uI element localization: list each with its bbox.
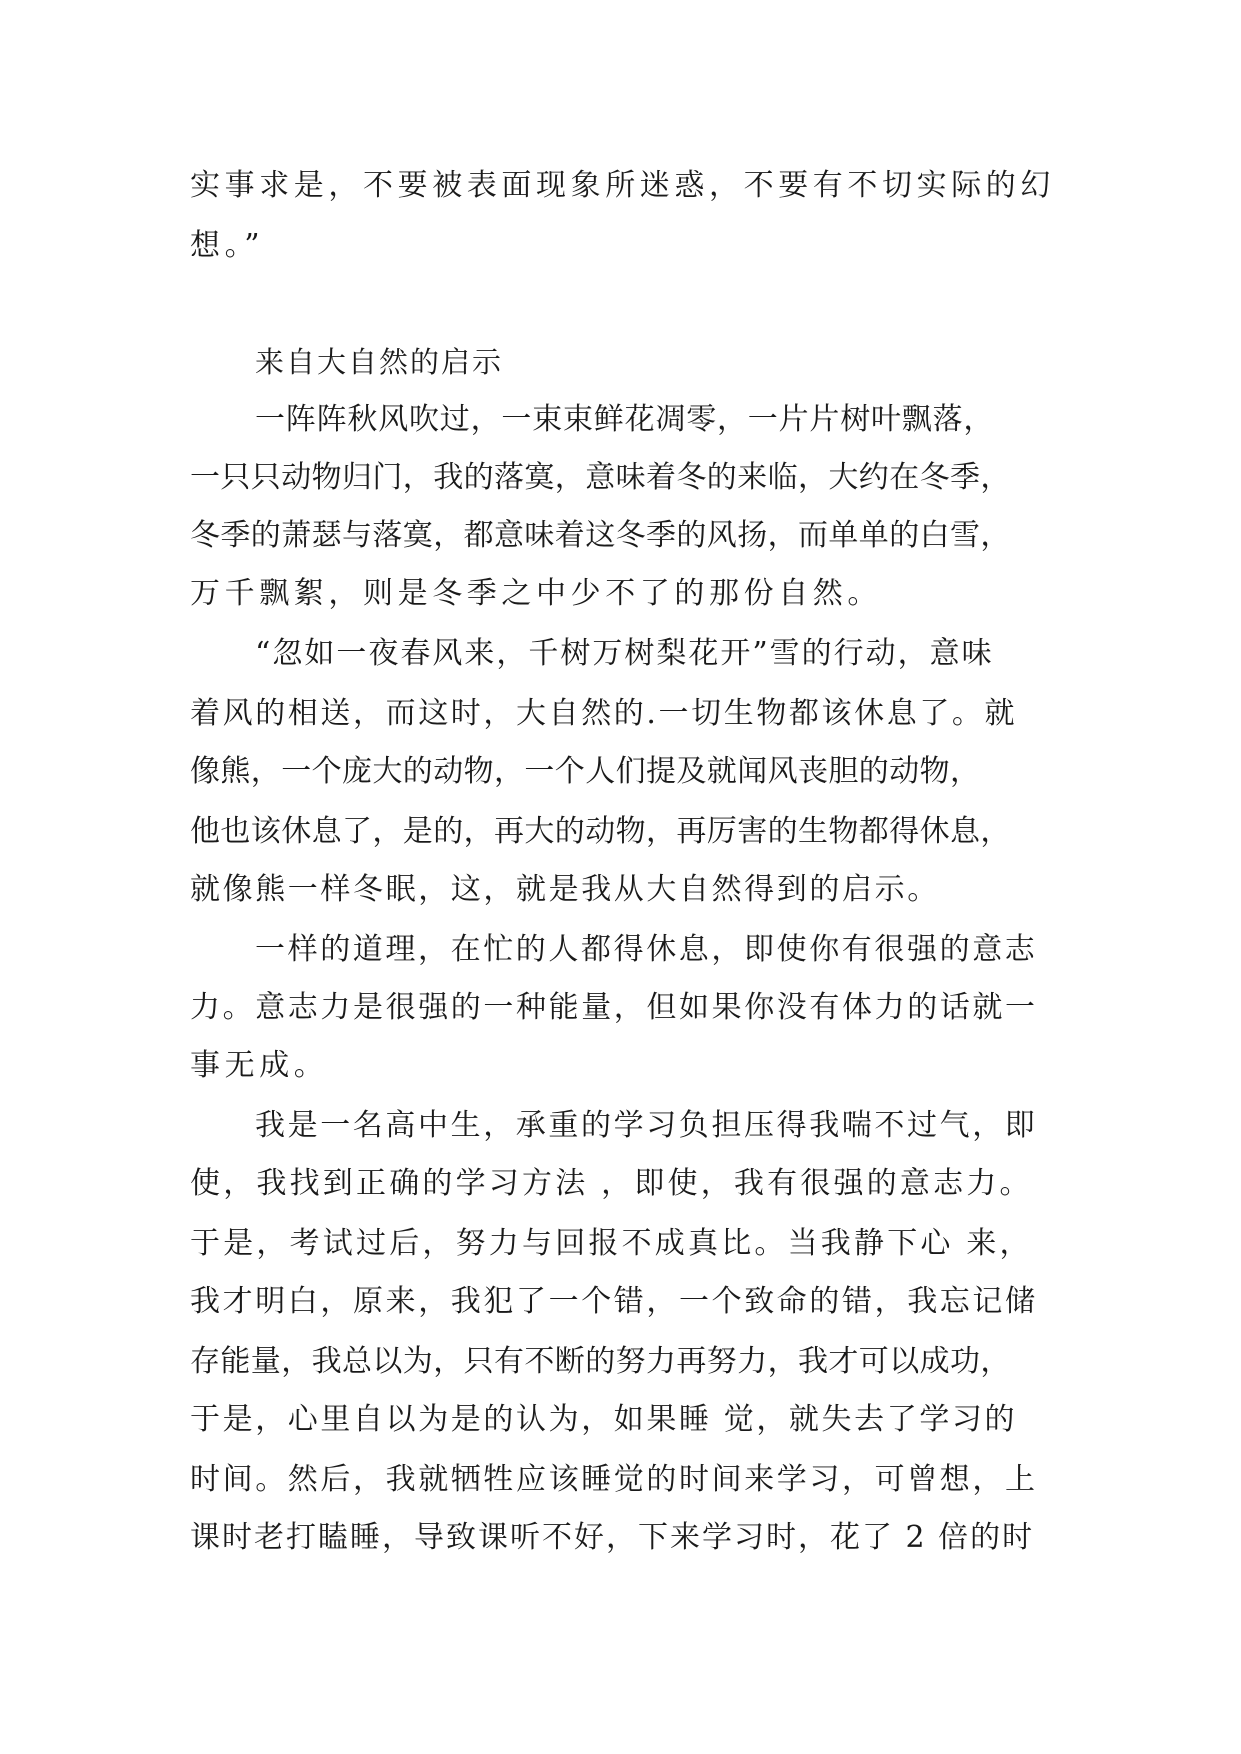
text-line: 事无成。 (190, 1048, 329, 1083)
text-line: 着风的相送，而这时，大自然的.一切生物都该休息了。就 (190, 696, 1018, 731)
text-line: 实事求是，不要被表面现象所迷惑，不要有不切实际的幻 (190, 168, 1055, 203)
text-line: 像熊，一个庞大的动物，一个人们提及就闻风丧胆的动物， (190, 754, 981, 789)
text-line: 他也该休息了，是的，再大的动物，再厉害的生物都得休息， (190, 814, 1011, 849)
text-line: 一只只动物归门，我的落寞，意味着冬的来临，大约在冬季， (190, 460, 1011, 495)
text-line: “忽如一夜春风来，千树万树梨花开”雪的行动，意味 (255, 636, 994, 671)
text-line: 冬季的萧瑟与落寞，都意味着这冬季的风扬，而单单的白雪， (190, 518, 1011, 553)
text-line: 一阵阵秋风吹过，一束束鲜花凋零，一片片树叶飘落， (255, 402, 995, 437)
text-line: 万千飘絮，则是冬季之中少不了的那份自然。 (190, 576, 882, 611)
text-line: 就像熊一样冬眠，这，就是我从大自然得到的启示。 (190, 872, 940, 907)
text-line: 一样的道理，在忙的人都得休息，即使你有很强的意志 (255, 932, 1038, 967)
text-line: 使，我找到正确的学习方法 ，即使，我有很强的意志力。 (190, 1166, 1033, 1201)
text-line: 时间。然后，我就牺牲应该睡觉的时间来学习，可曾想，上 (190, 1462, 1038, 1497)
text-line: 存能量，我总以为，只有不断的努力再努力，我才可以成功， (190, 1344, 1011, 1379)
text-line: 课时老打瞌睡，导致课听不好，下来学习时，花了 2 倍的时 (190, 1520, 1035, 1555)
text-line: 想。” (190, 228, 265, 263)
text-line: 力。意志力是很强的一种能量，但如果你没有体力的话就一 (190, 990, 1038, 1025)
text-line: 于是，考试过后，努力与回报不成真比。当我静下心 来， (190, 1226, 1033, 1261)
text-line: 我是一名高中生，承重的学习负担压得我喘不过气，即 (255, 1108, 1038, 1143)
text-line: 我才明白，原来，我犯了一个错，一个致命的错，我忘记储 (190, 1284, 1038, 1319)
text-line: 于是，心里自以为是的认为，如果睡 觉，就失去了学习的 (190, 1402, 1018, 1437)
essay-title: 来自大自然的启示 (255, 345, 504, 379)
